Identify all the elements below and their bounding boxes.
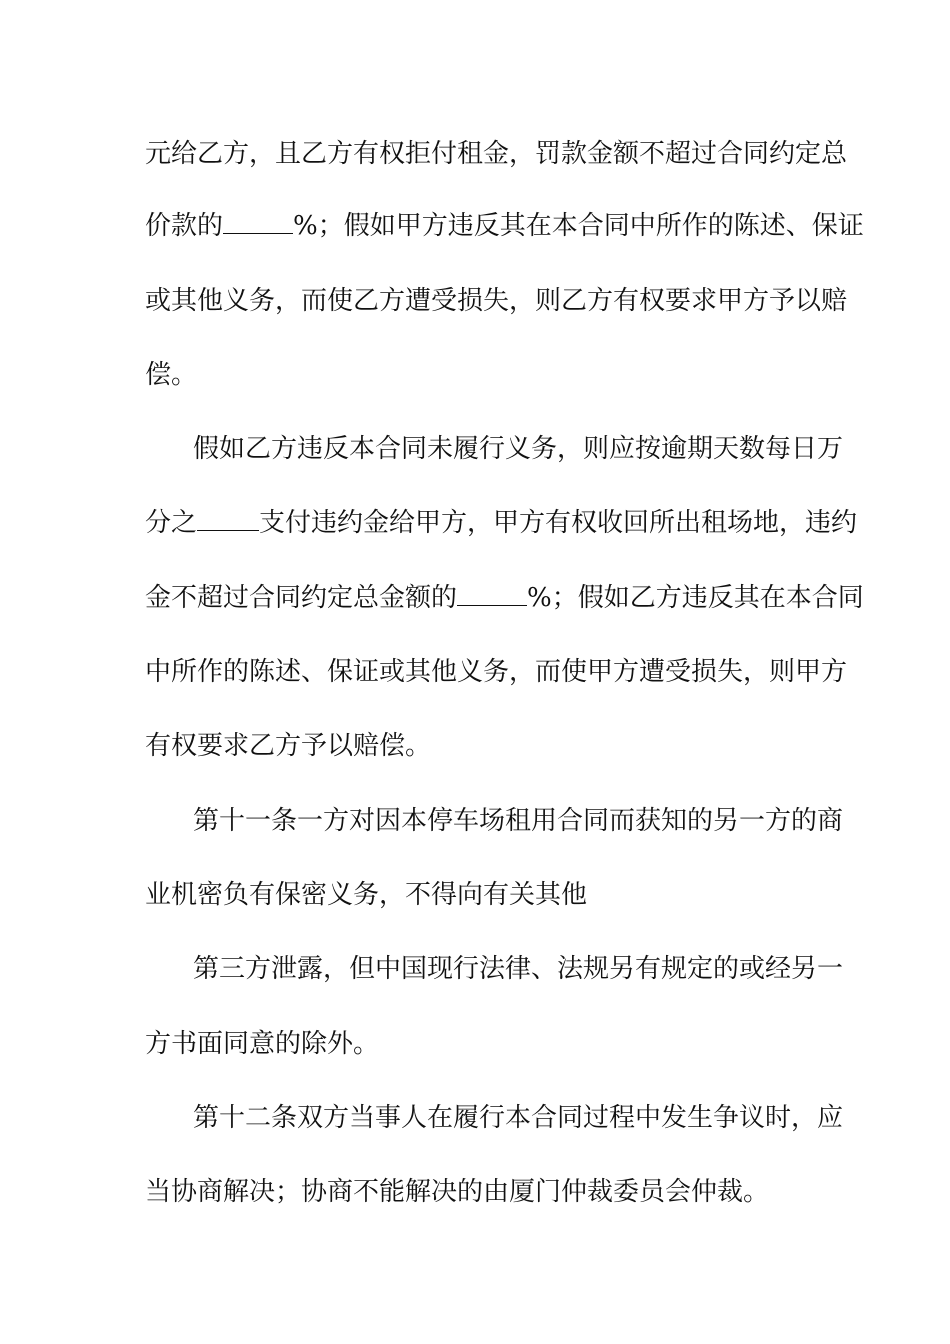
line-text: 支付违约金给甲方，甲方有权收回所出租场地，违约 [259, 508, 858, 538]
line-text: 业机密负有保密义务，不得向有关其他 [145, 880, 588, 910]
line-text: 假如乙方违反本合同未履行义务，则应按逾期天数每日万 [193, 434, 844, 464]
text-line [145, 503, 858, 543]
text-line [145, 206, 864, 246]
line-text: 元给乙方，且乙方有权拒付租金，罚款金额不超过合同约定总 [145, 139, 848, 169]
fill-in-blank[interactable] [197, 508, 259, 531]
line-text: 有权要求乙方予以赔偿。 [145, 731, 432, 761]
line-text: 第十一条一方对因本停车场租用合同而获知的另一方的商 [193, 806, 844, 836]
line-text: 偿。 [145, 360, 198, 390]
text-line [145, 875, 815, 915]
fill-in-blank[interactable] [457, 583, 527, 606]
text-line [145, 355, 815, 395]
text-line [145, 578, 864, 618]
text-line [193, 1098, 844, 1138]
text-line [145, 281, 848, 321]
text-line [193, 949, 844, 989]
line-text: 金不超过合同约定总金额的 [145, 583, 458, 613]
text-line [145, 1172, 815, 1212]
line-text: 分之 [145, 508, 198, 538]
line-text: %；假如乙方违反其在本合同 [527, 583, 864, 613]
line-text: 或其他义务，而使乙方遭受损失，则乙方有权要求甲方予以赔 [145, 286, 848, 316]
line-text: 价款的 [145, 211, 224, 241]
text-line [193, 801, 844, 841]
line-text: 方书面同意的除外。 [145, 1029, 380, 1059]
text-line [193, 429, 844, 469]
line-text: 第三方泄露，但中国现行法律、法规另有规定的或经另一 [193, 954, 844, 984]
line-text: 当协商解决；协商不能解决的由厦门仲裁委员会仲裁。 [145, 1177, 770, 1207]
text-line [145, 1024, 815, 1064]
line-text: 第十二条双方当事人在履行本合同过程中发生争议时，应 [193, 1103, 844, 1133]
line-text: 中所作的陈述、保证或其他义务，而使甲方遭受损失，则甲方 [145, 657, 848, 687]
text-line [145, 652, 848, 692]
fill-in-blank[interactable] [223, 211, 293, 234]
text-line [145, 726, 815, 766]
text-line [145, 134, 848, 174]
line-text: %；假如甲方违反其在本合同中所作的陈述、保证 [293, 211, 864, 241]
